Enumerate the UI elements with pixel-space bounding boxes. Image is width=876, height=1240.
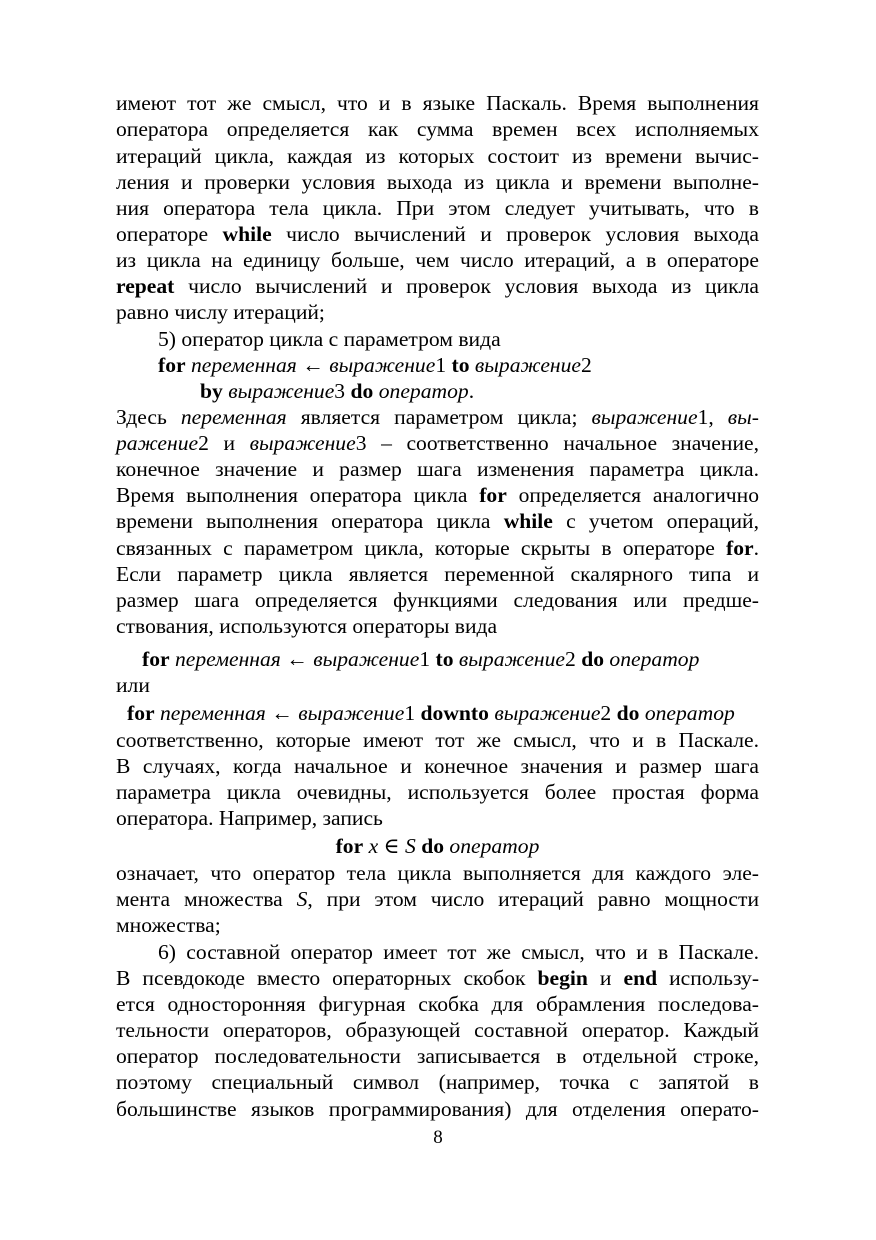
italic-term: выражение: [458, 647, 565, 671]
text-line: [116, 991, 759, 1017]
keyword: end: [623, 966, 658, 990]
text-run: ния оператора тела цикла. При этом следует учитывать, что в: [116, 196, 759, 220]
text-line: [158, 326, 759, 352]
italic-term: выражение: [494, 701, 601, 725]
italic-term: переменная: [190, 353, 297, 377]
italic-term: выражение: [474, 353, 581, 377]
text-run: 2: [600, 701, 617, 725]
text-run: ления и проверки условия выхода из цикла и времени выполне-: [116, 170, 759, 194]
text-run: 2: [565, 647, 582, 671]
text-line: [116, 779, 759, 805]
text-line: [116, 247, 759, 273]
text-run: 3: [334, 379, 351, 403]
text-line: [116, 613, 759, 639]
text-run: поэтому специальный символ (например, точка с запятой в: [116, 1070, 759, 1094]
text-line: [116, 482, 759, 508]
italic-term: выражение: [298, 701, 405, 725]
text-line: [116, 833, 759, 859]
text-line: [116, 456, 759, 482]
text-line: [158, 352, 759, 378]
text-run: определяется аналогично: [506, 483, 759, 507]
italic-term: выражение: [313, 647, 420, 671]
keyword: to: [435, 647, 454, 671]
text-run: операторе: [116, 222, 223, 246]
text-run: множества;: [116, 913, 221, 937]
text-line: [116, 195, 759, 221]
keyword: for: [158, 353, 186, 377]
text-run: равно числу итераций;: [116, 300, 325, 324]
text-line: [116, 587, 759, 613]
text-line: [142, 646, 759, 672]
italic-term: оператор: [378, 379, 469, 403]
text-run: из цикла на единицу больше, чем число итераций, а в операторе: [116, 248, 759, 272]
italic-term: выражение: [249, 431, 356, 455]
keyword: begin: [537, 966, 588, 990]
italic-term: переменная: [180, 405, 287, 429]
text-run: оператора определяется как сумма времен всех исполняемых: [116, 117, 759, 141]
keyword: by: [200, 379, 223, 403]
keyword: do: [350, 379, 374, 403]
text-line: [200, 378, 759, 404]
text-run: Здесь: [116, 405, 181, 429]
text-line: [116, 1096, 759, 1122]
text-run: число вычислений и проверок условия выхода из цикла: [174, 274, 759, 298]
text-line: [116, 221, 759, 247]
text-line: [116, 805, 759, 831]
text-line: [116, 965, 759, 991]
text-run: ←: [265, 701, 299, 725]
text-run: является параметром цикла;: [286, 405, 592, 429]
text-run: параметра цикла очевидны, используется более простая форма: [116, 780, 759, 804]
text-line: [116, 430, 759, 456]
text-run: 1: [435, 353, 452, 377]
text-line: [116, 535, 759, 561]
text-line: [116, 561, 759, 587]
text-run: оператор последовательности записывается в отдельной строке,: [116, 1044, 759, 1068]
keyword: repeat: [116, 274, 175, 298]
text-run: 1: [419, 647, 436, 671]
text-line: [127, 700, 759, 726]
text-run: В псевдокоде вместо операторных скобок: [116, 966, 538, 990]
text-run: использу-: [657, 966, 760, 990]
keyword: downto: [420, 701, 489, 725]
keyword: while: [222, 222, 272, 246]
keyword: to: [451, 353, 470, 377]
keyword: do: [421, 834, 444, 858]
italic-term: ражение: [116, 431, 199, 455]
text-run: 2 и: [198, 431, 250, 455]
italic-term: переменная: [174, 647, 281, 671]
text-run: имеют тот же смысл, что и в языке Паскаль. Время выполнения: [116, 91, 759, 115]
text-run: 3 – соответственно начальное значение,: [355, 431, 759, 455]
text-line: [116, 273, 759, 299]
text-run: Если параметр цикла является переменной скалярного типа и: [116, 562, 759, 586]
keyword: while: [503, 509, 553, 533]
text-line: [116, 1043, 759, 1069]
text-run: .: [753, 536, 759, 560]
keyword: for: [479, 483, 507, 507]
text-run: число вычислений и проверок условия выхода: [271, 222, 759, 246]
text-run: , при этом число итераций равно мощности: [307, 887, 760, 911]
text-line: [116, 1069, 759, 1095]
italic-term: S: [404, 834, 416, 858]
text-run: или: [116, 673, 150, 697]
keyword: do: [581, 647, 605, 671]
text-run: означает, что оператор тела цикла выполняется для каждого эле-: [116, 861, 759, 885]
text-run: связанных с параметром цикла, которые скрыты в операторе: [116, 536, 727, 560]
text-run: тельности операторов, образующей составной оператор. Каждый: [116, 1018, 759, 1042]
text-run: 6) составной оператор имеет тот же смысл, что и в Паскале.: [158, 940, 759, 964]
text-line: [116, 116, 759, 142]
text-line: [116, 143, 759, 169]
text-line: [116, 912, 759, 938]
text-line: [116, 404, 759, 430]
text-run: ←: [280, 647, 314, 671]
text-run: мента множества: [116, 887, 297, 911]
text-line: [116, 299, 759, 325]
text-line: [116, 169, 759, 195]
text-line: [116, 90, 759, 116]
text-run: соответственно, которые имеют тот же смысл, что и в Паскале.: [116, 728, 759, 752]
text-line: [116, 1017, 759, 1043]
text-run: ←: [296, 353, 330, 377]
keyword: for: [142, 647, 170, 671]
text-line: [116, 672, 759, 698]
text-run: ется односторонняя фигурная скобка для обрамления последова-: [116, 992, 759, 1016]
text-run: итераций цикла, каждая из которых состоит из времени вычис-: [116, 144, 759, 168]
italic-term: оператор: [609, 647, 700, 671]
text-run: ∈: [378, 834, 405, 858]
text-line: [158, 939, 759, 965]
keyword: for: [335, 834, 364, 858]
italic-term: x: [368, 834, 379, 858]
keyword: for: [726, 536, 754, 560]
keyword: do: [616, 701, 640, 725]
text-run: времени выполнения оператора цикла: [116, 509, 504, 533]
text-line: [116, 508, 759, 534]
text-run: 2: [581, 353, 592, 377]
text-run: 5) оператор цикла с параметром вида: [158, 327, 501, 351]
keyword: for: [127, 701, 155, 725]
page-number: 8: [433, 1127, 443, 1148]
text-run: 1: [404, 701, 421, 725]
italic-term: S: [296, 887, 308, 911]
text-run: большинстве языков программирования) для отделения операто-: [116, 1097, 759, 1121]
text-line: [116, 727, 759, 753]
text-run: 1,: [697, 405, 728, 429]
italic-term: выражение: [329, 353, 436, 377]
italic-term: оператор: [644, 701, 735, 725]
text-run: конечное значение и размер шага изменения параметра цикла.: [116, 457, 759, 481]
text-line: [116, 860, 759, 886]
italic-term: выражение: [228, 379, 335, 403]
text-run: и: [587, 966, 624, 990]
text-line: [116, 753, 759, 779]
text-run: размер шага определяется функциями следования или предше-: [116, 588, 759, 612]
text-run: В случаях, когда начальное и конечное значения и размер шага: [116, 754, 759, 778]
text-run: Время выполнения оператора цикла: [116, 483, 480, 507]
italic-term: выражение: [591, 405, 698, 429]
text-line: [116, 886, 759, 912]
text-run: оператора. Например, запись: [116, 806, 383, 830]
italic-term: переменная: [159, 701, 266, 725]
italic-term: оператор: [449, 834, 540, 858]
text-run: ствования, используются операторы вида: [116, 614, 498, 638]
italic-term: вы-: [727, 405, 759, 429]
text-run: с учетом операций,: [552, 509, 760, 533]
text-run: .: [468, 379, 475, 403]
